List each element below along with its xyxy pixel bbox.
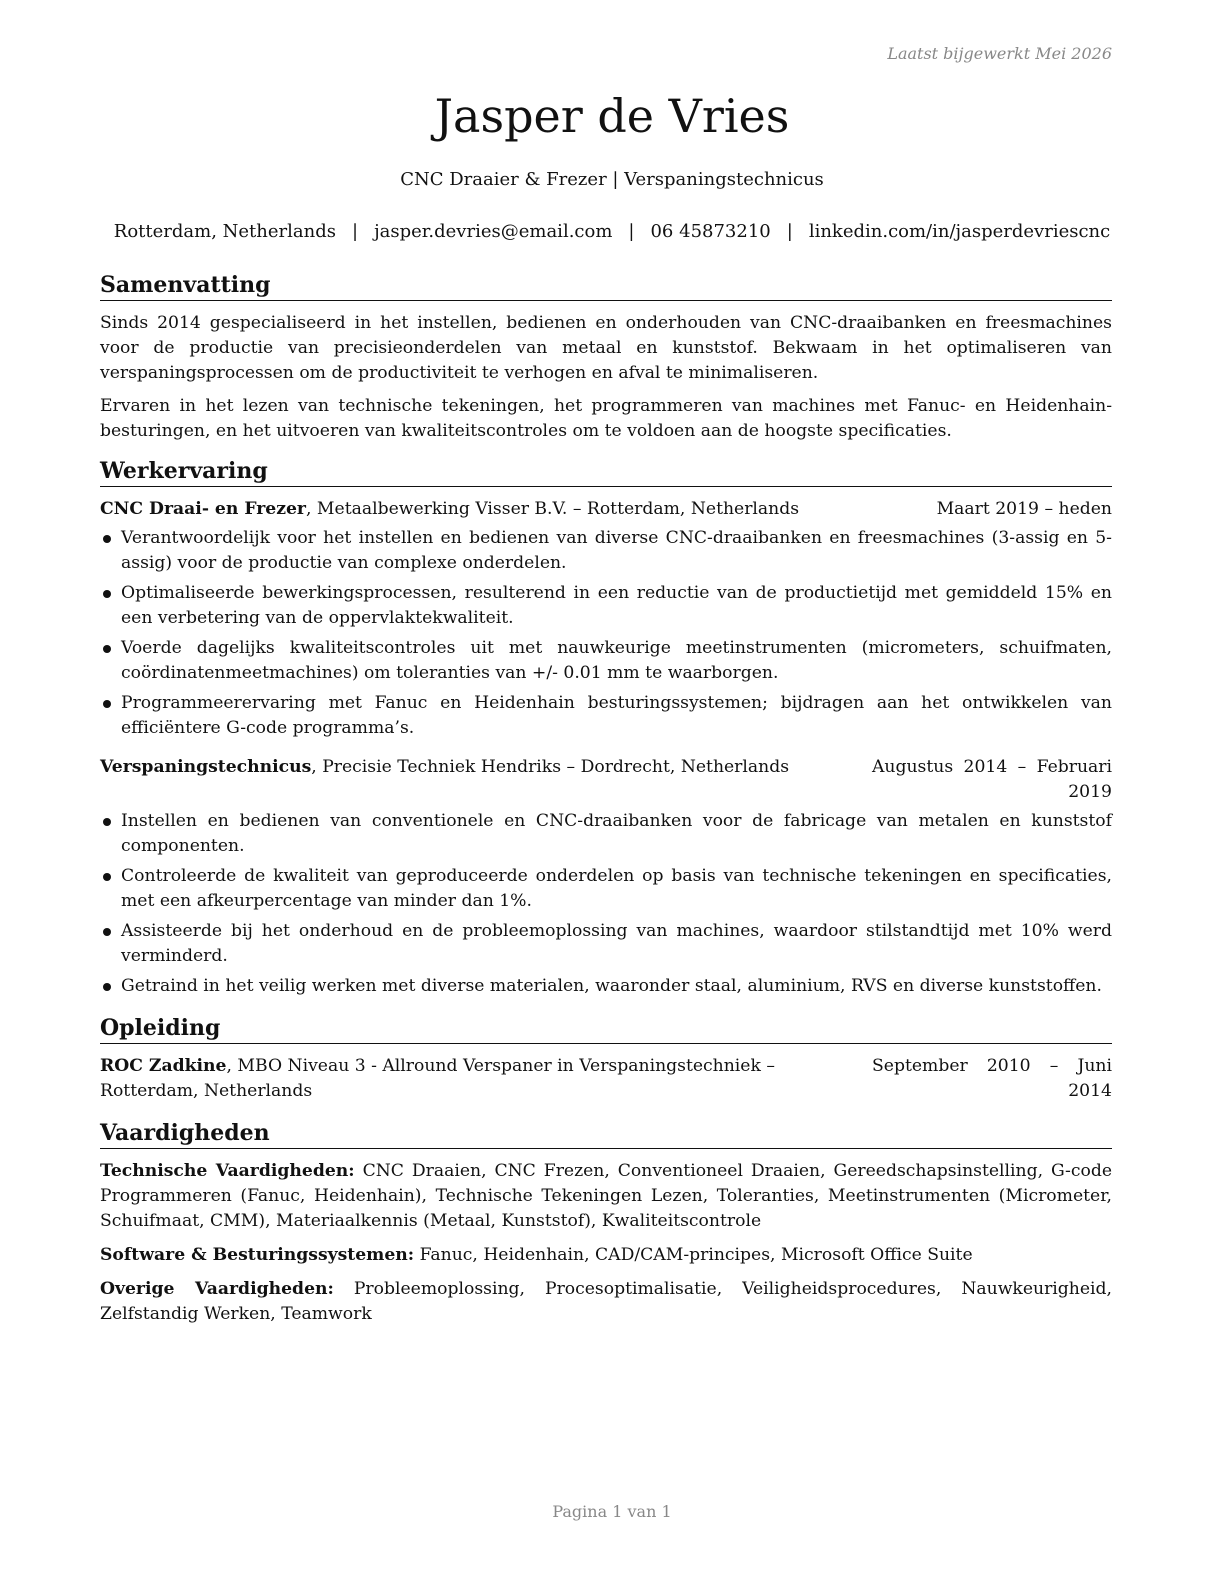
job-title-line bbox=[100, 755, 872, 805]
bullet-text: Voerde dagelijks kwaliteitscontroles uit met nauwkeurige meetinstrumenten (micrometers, schuifmaten, coördinatenmeetmachines) om toleranties van +/- 0.01 mm te waarborgen. bbox=[121, 638, 1112, 683]
education-entry bbox=[100, 1054, 1112, 1104]
bullet-text: Optimaliseerde bewerkingsprocessen, resulterend in een reductie van de productietijd met gemiddeld 15% en een verbetering van de oppervlaktekwaliteit. bbox=[121, 583, 1112, 628]
skill-text: Probleemoplossing, Procesoptimalisatie, Veiligheidsprocedures, Nauwkeurigheid, Zelfstandig Werken, Teamwork bbox=[100, 1279, 1112, 1324]
candidate-name: Jasper de Vries bbox=[434, 89, 790, 143]
bullet-icon bbox=[103, 873, 111, 881]
skill-text: CNC Draaien, CNC Frezen, Conventioneel Draaien, Gereedschapsinstelling, G-code Programmeren (Fanuc, Heidenhain), Technische Tekeningen Lezen, Toleranties, Meetinstrumenten (Micrometer, Schuifmaat, CMM), Materiaalkennis (Metaal, Kunststof), Kwaliteitscontrole bbox=[100, 1161, 1113, 1231]
job-role: CNC Draai- en Frezer bbox=[100, 499, 306, 519]
list-item bbox=[100, 691, 1112, 741]
education-dates: September 2010 – Juni 2014 bbox=[872, 1056, 1112, 1101]
bullet-icon bbox=[103, 645, 111, 653]
resume-content bbox=[100, 270, 1112, 1336]
bullet-icon bbox=[103, 700, 111, 708]
section-title-skills: Vaardigheden bbox=[100, 1118, 1112, 1149]
bullet-icon bbox=[103, 818, 111, 826]
contact-separator: | bbox=[628, 221, 635, 242]
job-header bbox=[100, 497, 1112, 522]
job-bullets bbox=[100, 809, 1112, 999]
skill-group bbox=[100, 1159, 1112, 1234]
contact-location: Rotterdam, Netherlands bbox=[113, 221, 336, 242]
bullet-text: Instellen en bedienen van conventionele en CNC-draaibanken voor de fabricage van metalen en kunststof componenten. bbox=[121, 811, 1112, 856]
section-title-education: Opleiding bbox=[100, 1013, 1112, 1044]
list-item bbox=[100, 809, 1112, 859]
bullet-text: Verantwoordelijk voor het instellen en bedienen van diverse CNC-draaibanken en freesmachines (3-assig en 5-assig) voor de productie van complexe onderdelen. bbox=[121, 528, 1112, 573]
contact-separator: | bbox=[786, 221, 793, 242]
bullet-icon bbox=[103, 983, 111, 991]
education-detail: , MBO Niveau 3 - Allround Verspaner in Verspaningstechniek – Rotterdam, Netherlands bbox=[100, 1056, 775, 1101]
job-header bbox=[100, 755, 1112, 805]
skill-group bbox=[100, 1277, 1112, 1327]
page-number: Pagina 1 van 1 bbox=[552, 1502, 672, 1521]
summary-paragraph: Sinds 2014 gespecialiseerd in het instellen, bedienen en onderhouden van CNC-draaibanken en freesmachines voor de productie van precisieonderdelen van metaal en kunststof. Bekwaam in het optimaliseren van verspaningsprocessen om de productiviteit te verhogen en afval te minimaliseren. bbox=[100, 313, 1112, 383]
last-updated: Laatst bijgewerkt Mei 2026 bbox=[887, 44, 1112, 63]
bullet-text: Programmeerervaring met Fanuc en Heidenhain besturingssystemen; bijdragen aan het ontwikkelen van efficiëntere G-code programma’s. bbox=[121, 693, 1112, 738]
contact-linkedin[interactable]: linkedin.com/in/jasperdevriescnc bbox=[808, 221, 1111, 242]
bullet-text: Controleerde de kwaliteit van geproduceerde onderdelen op basis van technische tekeningen en specificaties, met een afkeurpercentage van minder dan 1%. bbox=[121, 866, 1112, 911]
contact-line bbox=[0, 220, 1224, 244]
list-item bbox=[100, 636, 1112, 686]
job-role: Verspaningstechnicus bbox=[100, 757, 312, 777]
bullet-text: Getraind in het veilig werken met diverse materialen, waaronder staal, aluminium, RVS en diverse kunststoffen. bbox=[121, 976, 1102, 996]
job-bullets bbox=[100, 526, 1112, 741]
skill-text: Fanuc, Heidenhain, CAD/CAM-principes, Microsoft Office Suite bbox=[414, 1245, 973, 1265]
list-item bbox=[100, 864, 1112, 914]
job-company: , Precisie Techniek Hendriks – Dordrecht, Netherlands bbox=[311, 757, 790, 777]
contact-separator: | bbox=[351, 221, 359, 242]
skill-label: Technische Vaardigheden: bbox=[100, 1161, 355, 1181]
education-school: ROC Zadkine bbox=[100, 1056, 227, 1076]
skill-label: Software & Besturingssystemen: bbox=[100, 1245, 415, 1265]
contact-phone[interactable]: 06 45873210 bbox=[650, 221, 771, 242]
job-dates: Augustus 2014 – Februari 2019 bbox=[872, 757, 1112, 802]
list-item bbox=[100, 974, 1112, 999]
skill-label: Overige Vaardigheden: bbox=[100, 1279, 334, 1299]
job-company: , Metaalbewerking Visser B.V. – Rotterdam, Netherlands bbox=[306, 499, 800, 519]
skill-group bbox=[100, 1243, 1112, 1268]
contact-email[interactable]: jasper.devries@email.com bbox=[374, 221, 613, 242]
job-dates: Maart 2019 – heden bbox=[936, 499, 1112, 519]
bullet-icon bbox=[103, 928, 111, 936]
list-item bbox=[100, 581, 1112, 631]
bullet-icon bbox=[103, 535, 111, 543]
section-title-experience: Werkervaring bbox=[100, 456, 1112, 487]
list-item bbox=[100, 919, 1112, 969]
bullet-icon bbox=[103, 590, 111, 598]
education-line bbox=[100, 1054, 872, 1104]
summary-paragraph: Ervaren in het lezen van technische tekeningen, het programmeren van machines met Fanuc- en Heidenhain-besturingen, en het uitvoeren van kwaliteitscontroles om te voldoen aan de hoogste specificaties. bbox=[100, 396, 1112, 441]
job-title-line bbox=[100, 497, 937, 522]
job-subtitle: CNC Draaier & Frezer | Verspaningstechnicus bbox=[400, 169, 824, 190]
bullet-text: Assisteerde bij het onderhoud en de probleemoplossing van machines, waardoor stilstandtijd met 10% werd verminderd. bbox=[121, 921, 1112, 966]
section-title-summary: Samenvatting bbox=[100, 270, 1112, 301]
list-item bbox=[100, 526, 1112, 576]
